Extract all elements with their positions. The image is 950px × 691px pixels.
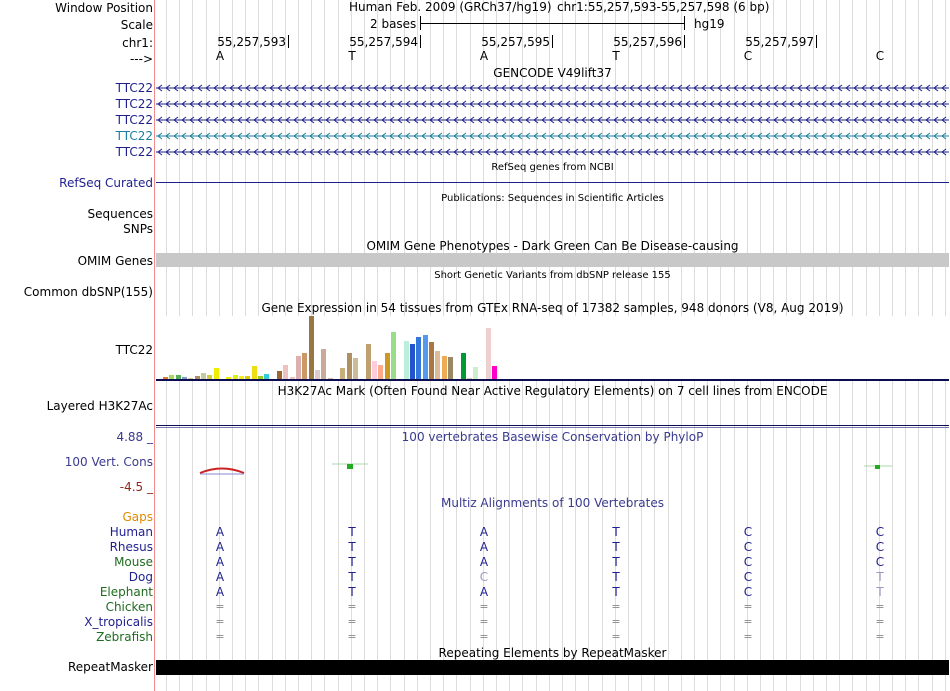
aligned-base: A — [479, 585, 489, 599]
repeatmasker-feature[interactable] — [156, 660, 949, 675]
refseq-gene-feature[interactable] — [156, 182, 949, 183]
gtex-tissue-bar[interactable] — [391, 332, 396, 379]
multiz-species-label[interactable]: Human — [109, 525, 153, 539]
phylop-max-label: 4.88 _ — [116, 430, 153, 444]
gencode-transcript-label[interactable]: TTC22 — [115, 129, 153, 143]
gencode-transcript-feature[interactable] — [156, 98, 949, 110]
multiz-track-title[interactable]: Multiz Alignments of 100 Vertebrates — [440, 496, 665, 510]
phylop-graph[interactable] — [156, 444, 949, 492]
aligned-base: = — [743, 615, 753, 628]
phylop-negative-curve — [200, 469, 244, 474]
ruler-tick — [684, 35, 685, 48]
gtex-tissue-bar[interactable] — [214, 368, 219, 379]
gtex-track-title[interactable]: Gene Expression in 54 tissues from GTEx RNA-seq of 17382 samples, 948 donors (V8, Aug 2019) — [261, 301, 844, 315]
h3k27ac-baseline-top — [156, 425, 949, 426]
gtex-tissue-bar[interactable] — [423, 335, 428, 379]
aligned-base: = — [479, 630, 489, 643]
aligned-base: T — [612, 555, 620, 569]
aligned-base: = — [875, 615, 885, 628]
phylop-min-label: -4.5 _ — [119, 480, 153, 494]
gencode-transcript-feature[interactable] — [156, 146, 949, 158]
scale-db-label: hg19 — [694, 17, 725, 31]
gencode-transcript-label[interactable]: TTC22 — [115, 81, 153, 95]
repeatmasker-track-label[interactable]: RepeatMasker — [67, 660, 153, 674]
gtex-tissue-bar[interactable] — [296, 356, 301, 379]
gtex-tissue-bar[interactable] — [372, 361, 377, 379]
dbsnp-track-label[interactable]: Common dbSNP(155) — [23, 285, 153, 299]
aligned-base: C — [743, 555, 753, 569]
aligned-base: C — [743, 585, 753, 599]
aligned-base: C — [743, 540, 753, 554]
gtex-tissue-bar[interactable] — [435, 351, 440, 379]
aligned-base: A — [215, 525, 225, 539]
gtex-track-label[interactable]: TTC22 — [115, 343, 153, 357]
publications-sequences-label[interactable]: Sequences — [87, 207, 153, 221]
gencode-transcript-feature[interactable] — [156, 114, 949, 126]
multiz-species-label[interactable]: Chicken — [105, 600, 153, 614]
gtex-tissue-bar[interactable] — [366, 344, 371, 379]
gtex-gene-feature[interactable] — [156, 379, 949, 381]
omim-track-label[interactable]: OMIM Genes — [77, 254, 153, 268]
gtex-tissue-bar[interactable] — [429, 342, 434, 379]
multiz-species-label[interactable]: Mouse — [114, 555, 153, 569]
multiz-species-label[interactable]: Elephant — [99, 585, 153, 599]
aligned-base: = — [875, 600, 885, 613]
multiz-species-label[interactable]: Zebrafish — [96, 630, 153, 644]
aligned-base: A — [479, 525, 489, 539]
gencode-track-title[interactable]: GENCODE V49lift37 — [493, 66, 612, 80]
phylop-track-title[interactable]: 100 vertebrates Basewise Conservation by PhyloP — [401, 430, 704, 444]
gtex-tissue-bar[interactable] — [340, 368, 345, 379]
gencode-transcript-label[interactable]: TTC22 — [115, 97, 153, 111]
gtex-tissue-bar[interactable] — [277, 371, 282, 379]
dbsnp-track-title[interactable]: Short Genetic Variants from dbSNP release 155 — [434, 270, 671, 281]
aligned-base: = — [743, 630, 753, 643]
ruler-tick — [288, 35, 289, 48]
gtex-tissue-bar[interactable] — [416, 337, 421, 379]
gencode-transcript-label[interactable]: TTC22 — [115, 145, 153, 159]
window-position-label: Window Position — [55, 1, 153, 15]
aligned-base: T — [348, 540, 356, 554]
reference-base: C — [743, 49, 753, 63]
scale-bar-right-tick — [684, 16, 685, 30]
gtex-tissue-bar[interactable] — [378, 365, 383, 379]
reference-base: C — [875, 49, 885, 63]
h3k27ac-track-label[interactable]: Layered H3K27Ac — [46, 399, 153, 413]
aligned-base: = — [611, 600, 621, 613]
gtex-tissue-bar[interactable] — [404, 341, 409, 379]
ruler-tick — [420, 35, 421, 48]
aligned-base: = — [215, 600, 225, 613]
aligned-base: A — [479, 540, 489, 554]
aligned-base: T — [348, 570, 356, 584]
gtex-tissue-bar[interactable] — [461, 353, 466, 379]
publications-snps-label[interactable]: SNPs — [123, 222, 153, 236]
aligned-base: = — [347, 600, 357, 613]
h3k27ac-baseline-bottom — [156, 427, 949, 428]
refseq-track-title[interactable]: RefSeq genes from NCBI — [491, 162, 614, 173]
aligned-base: T — [612, 585, 620, 599]
ruler-coordinate: 55,257,596 — [613, 35, 682, 49]
aligned-base: T — [348, 585, 356, 599]
assembly-name: Human Feb. 2009 (GRCh37/hg19) — [349, 0, 552, 14]
aligned-base: = — [611, 615, 621, 628]
gtex-tissue-bar[interactable] — [315, 370, 320, 379]
reference-base: T — [348, 49, 356, 63]
aligned-base: T — [612, 570, 620, 584]
omim-gene-feature[interactable] — [156, 253, 949, 267]
aligned-base: C — [875, 525, 885, 539]
scale-bar-label: 2 bases — [370, 17, 417, 31]
gtex-tissue-bar[interactable] — [473, 367, 478, 379]
aligned-base: T — [612, 540, 620, 554]
gencode-transcript-feature[interactable] — [156, 130, 949, 142]
reference-base: A — [215, 49, 225, 63]
multiz-gaps-label[interactable]: Gaps — [122, 510, 153, 524]
aligned-base: T — [348, 555, 356, 569]
ruler-coordinate: 55,257,597 — [745, 35, 814, 49]
aligned-base: = — [479, 600, 489, 613]
gtex-tissue-bar[interactable] — [309, 316, 314, 379]
aligned-base: = — [347, 630, 357, 643]
gtex-tissue-bar[interactable] — [442, 356, 447, 379]
strand-arrow-label: ---> — [129, 52, 153, 66]
phylop-positive-bar-1 — [347, 464, 353, 469]
aligned-base: = — [215, 630, 225, 643]
aligned-base: A — [215, 570, 225, 584]
gtex-tissue-bar[interactable] — [410, 344, 415, 379]
aligned-base: = — [215, 615, 225, 628]
aligned-base: = — [479, 615, 489, 628]
repeatmasker-track-title[interactable]: Repeating Elements by RepeatMasker — [438, 646, 667, 660]
gtex-chart-area[interactable] — [156, 316, 949, 379]
gtex-tissue-bar[interactable] — [486, 328, 491, 379]
gtex-tissue-bar[interactable] — [302, 353, 307, 379]
position-readout[interactable]: chr1:55,257,593-55,257,598 (6 bp) — [557, 0, 770, 14]
chr-label: chr1: — [122, 36, 153, 50]
ruler-tick — [816, 35, 817, 48]
gtex-tissue-bar[interactable] — [283, 365, 288, 379]
phylop-track-label[interactable]: 100 Vert. Cons — [64, 455, 153, 469]
gencode-transcript-feature[interactable] — [156, 82, 949, 94]
multiz-species-label[interactable]: Dog — [128, 570, 153, 584]
refseq-track-label[interactable]: RefSeq Curated — [59, 176, 153, 190]
gtex-tissue-bar[interactable] — [252, 366, 257, 379]
aligned-base: = — [347, 615, 357, 628]
aligned-base: = — [743, 600, 753, 613]
gtex-tissue-bar[interactable] — [385, 353, 390, 379]
ruler-coordinate: 55,257,593 — [217, 35, 286, 49]
scale-bar — [420, 23, 684, 24]
reference-base: A — [479, 49, 489, 63]
publications-track-title[interactable]: Publications: Sequences in Scientific Articles — [441, 193, 664, 204]
aligned-base: T — [876, 585, 884, 599]
aligned-base: T — [876, 570, 884, 584]
aligned-base: C — [743, 570, 753, 584]
aligned-base: A — [215, 540, 225, 554]
gencode-transcript-label[interactable]: TTC22 — [115, 113, 153, 127]
ruler-coordinate: 55,257,595 — [481, 35, 550, 49]
aligned-base: T — [348, 525, 356, 539]
omim-track-title[interactable]: OMIM Gene Phenotypes - Dark Green Can Be Disease-causing — [366, 239, 739, 253]
label-column-divider — [154, 0, 155, 691]
gtex-tissue-bar[interactable] — [321, 349, 326, 379]
aligned-base: A — [479, 555, 489, 569]
aligned-base: = — [875, 630, 885, 643]
reference-base: T — [612, 49, 620, 63]
phylop-positive-bar-2 — [875, 465, 880, 469]
ruler-tick — [552, 35, 553, 48]
gtex-tissue-bar[interactable] — [353, 358, 358, 379]
multiz-species-label[interactable]: Rhesus — [109, 540, 153, 554]
gtex-tissue-bar[interactable] — [492, 366, 497, 379]
gtex-tissue-bar[interactable] — [448, 357, 453, 379]
aligned-base: C — [875, 555, 885, 569]
ruler-coordinate: 55,257,594 — [349, 35, 418, 49]
aligned-base: A — [215, 555, 225, 569]
aligned-base: = — [611, 630, 621, 643]
scale-label: Scale — [120, 18, 153, 32]
aligned-base: C — [479, 570, 489, 584]
multiz-species-label[interactable]: X_tropicalis — [84, 615, 153, 629]
gtex-tissue-bar[interactable] — [347, 353, 352, 379]
aligned-base: C — [875, 540, 885, 554]
aligned-base: T — [612, 525, 620, 539]
aligned-base: A — [215, 585, 225, 599]
aligned-base: C — [743, 525, 753, 539]
h3k27ac-track-title[interactable]: H3K27Ac Mark (Often Found Near Active Regulatory Elements) on 7 cell lines from ENCODE — [277, 384, 828, 398]
